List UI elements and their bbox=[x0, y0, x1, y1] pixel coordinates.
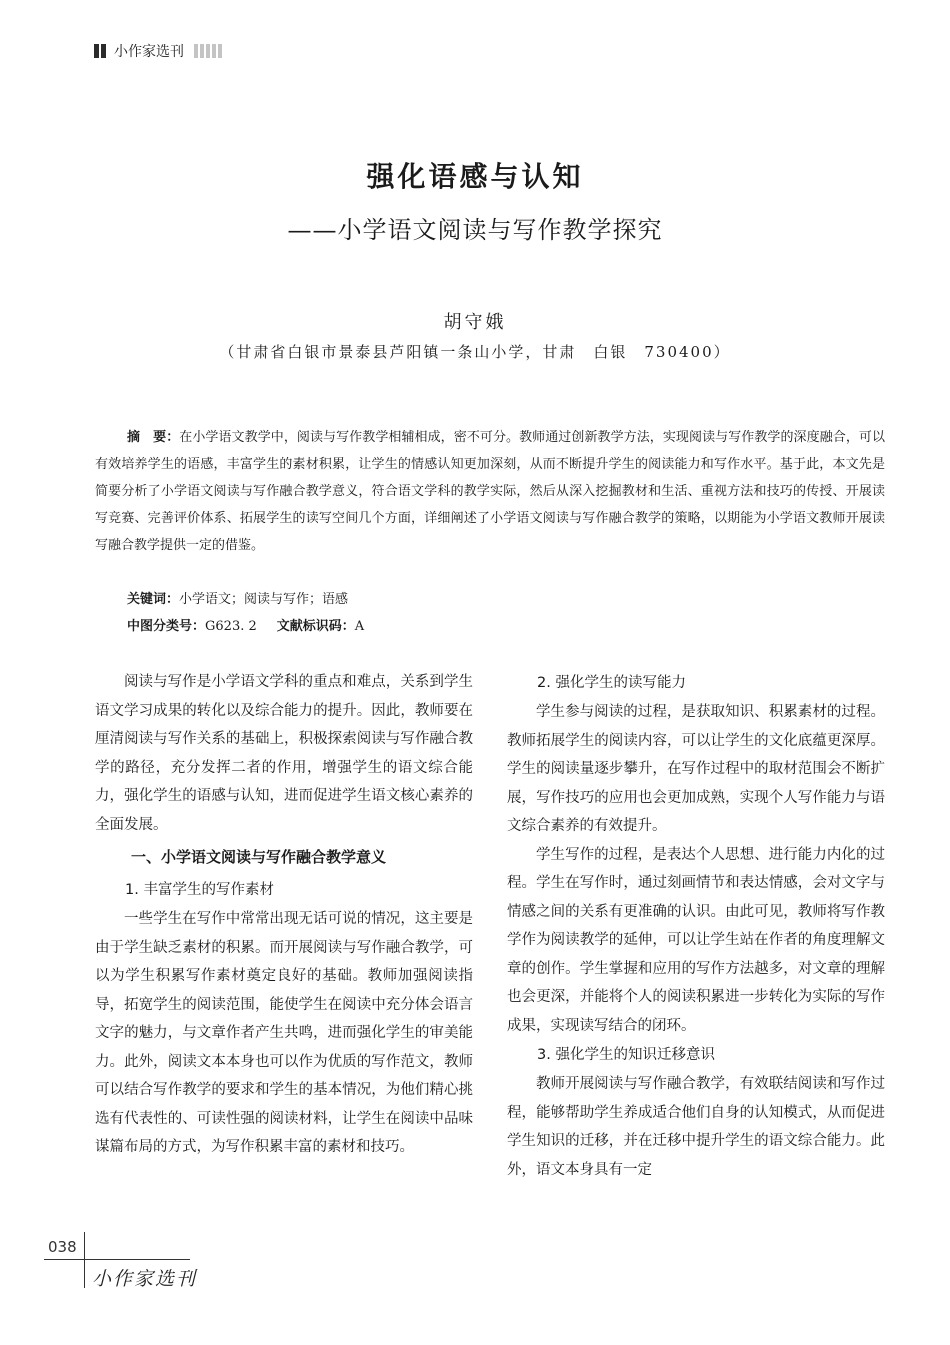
section-heading-1: 一、小学语文阅读与写作融合教学意义 bbox=[131, 848, 387, 866]
abstract-text: 在小学语文教学中，阅读与写作教学相辅相成，密不可分。教师通过创新教学方法，实现阅读与写作教学的深度融合，可以有效培养学生的语感，丰富学生的素材积累，让学生的情感认知更加深刻，从而不断提升学生的阅读能力和写作水平。基于此，本文先是简要分析了小学语文阅读与写作融合教学意义，符合语文学科的教学实际，然后从深入挖掘教材和生活、重视方法和技巧的传授、开展读写竞赛、完善评价体系、拓展学生的读写空间几个方面，详细阐述了小学语文阅读与写作融合教学的策略，以期能为小学语文教师开展读写融合教学提供一定的借鉴。 bbox=[95, 430, 885, 553]
clc-label: 中图分类号： bbox=[127, 619, 206, 634]
author-name: 胡守娥 bbox=[443, 312, 507, 333]
clc-value: G623. 2 bbox=[205, 619, 257, 634]
classification bbox=[127, 615, 364, 634]
keywords-label: 关键词： bbox=[127, 592, 180, 607]
abstract bbox=[95, 424, 885, 559]
intro-paragraph: 阅读与写作是小学语文学科的重点和难点，关系到学生语文学习成果的转化以及综合能力的提升。因此，教师要在厘清阅读与写作关系的基础上，积极探索阅读与写作融合教学的路径，充分发挥二者的作用，增强学生的语文综合能力，强化学生的语感与认知，进而促进学生语文核心素养的全面发展。 bbox=[95, 674, 473, 833]
author-affiliation: （甘肃省白银市景泰县芦阳镇一条山小学，甘肃 白银 730400） bbox=[219, 343, 731, 361]
left-column bbox=[95, 668, 473, 1162]
subsection-heading-2: 2. 强化学生的读写能力 bbox=[537, 675, 686, 691]
footer-vertical-rule bbox=[84, 1232, 85, 1288]
footer-journal-logo: 小作家选刊 bbox=[92, 1268, 198, 1290]
subsection-heading-3: 3. 强化学生的知识迁移意识 bbox=[537, 1047, 715, 1063]
footer-divider bbox=[44, 1259, 190, 1260]
doc-code-label: 文献标识码： bbox=[276, 619, 355, 634]
running-header bbox=[94, 40, 222, 62]
article-subtitle: ——小学语文阅读与写作教学探究 bbox=[287, 216, 663, 244]
keywords bbox=[127, 588, 348, 607]
header-bars-icon bbox=[94, 44, 106, 58]
keywords-text: 小学语文；阅读与写作；语感 bbox=[179, 592, 349, 607]
abstract-label: 摘 要： bbox=[127, 430, 180, 445]
right-column bbox=[507, 668, 885, 1184]
article-title: 强化语感与认知 bbox=[366, 160, 584, 193]
subsection-paragraph-2a: 学生参与阅读的过程，是获取知识、积累素材的过程。教师拓展学生的阅读内容，可以让学生的文化底蕴更深厚。学生的阅读量逐步攀升，在写作过程中的取材范围会不断扩展，写作技巧的应用也会更加成熟，实现个人写作能力与语文综合素养的有效提升。 bbox=[507, 704, 885, 834]
subsection-paragraph-3: 教师开展阅读与写作融合教学，有效联结阅读和写作过程，能够帮助学生养成适合他们自身的认知模式，从而促进学生知识的迁移，并在迁移中提升学生的语文综合能力。此外，语文本身具有一定 bbox=[507, 1076, 885, 1178]
page-number: 038 bbox=[48, 1238, 77, 1256]
doc-code-value: A bbox=[354, 619, 365, 634]
subsection-paragraph-1: 一些学生在写作中常常出现无话可说的情况，这主要是由于学生缺乏素材的积累。而开展阅读与写作融合教学，可以为学生积累写作素材奠定良好的基础。教师加强阅读指导，拓宽学生的阅读范围，能使学生在阅读中充分体会语言文字的魅力，与文章作者产生共鸣，进而强化学生的审美能力。此外，阅读文本本身也可以作为优质的写作范文，教师可以结合写作教学的要求和学生的基本情况，为他们精心挑选有代表性的、可读性强的阅读材料，让学生在阅读中品味谋篇布局的方式，为写作积累丰富的素材和技巧。 bbox=[95, 911, 473, 1155]
header-fade-bars-icon bbox=[194, 44, 222, 58]
subsection-heading-1: 1. 丰富学生的写作素材 bbox=[125, 882, 274, 898]
subsection-paragraph-2b: 学生写作的过程，是表达个人思想、进行能力内化的过程。学生在写作时，通过刻画情节和表达情感，会对文字与情感之间的关系有更准确的认识。由此可见，教师将写作教学作为阅读教学的延伸，可以让学生站在作者的角度理解文章的创作。学生掌握和应用的写作方法越多，对文章的理解也会更深，并能将个人的阅读积累进一步转化为实际的写作成果，实现读写结合的闭环。 bbox=[507, 846, 885, 1034]
journal-name: 小作家选刊 bbox=[114, 44, 184, 60]
